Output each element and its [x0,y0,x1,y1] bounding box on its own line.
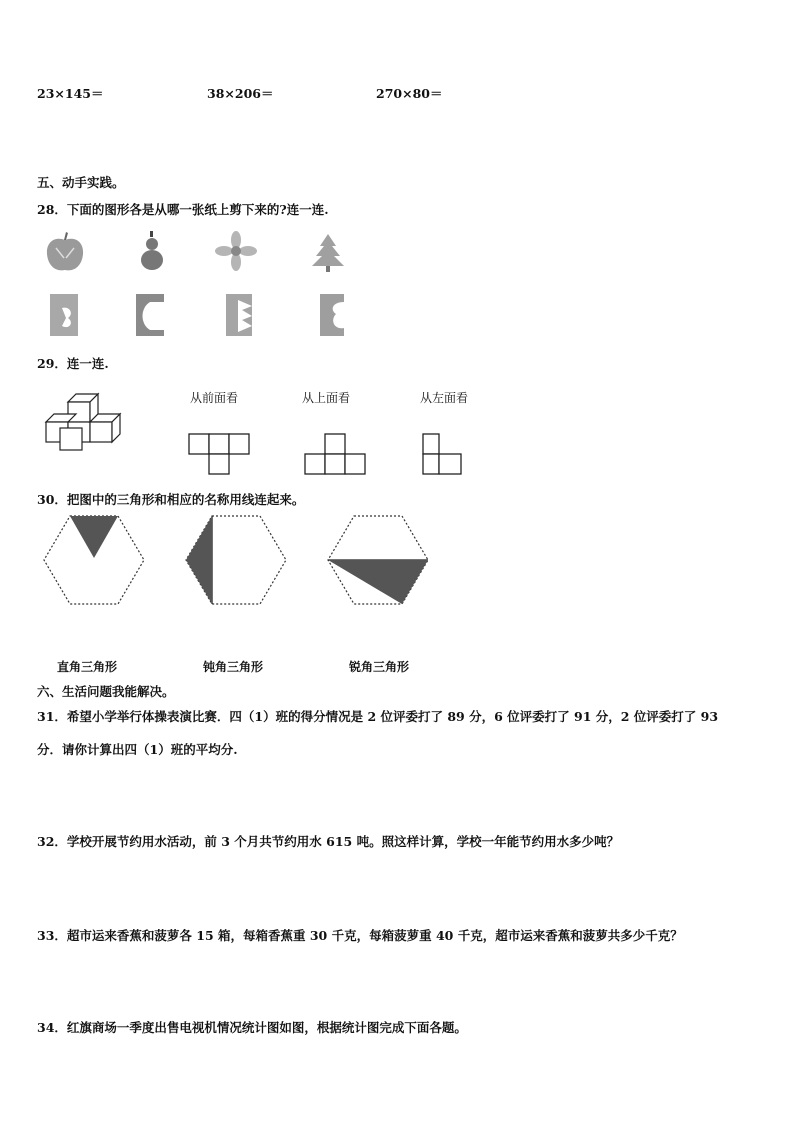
view-label-left: 从左面看 [420,391,469,405]
paper-piece-3 [226,294,252,336]
view-shapes [185,430,475,478]
question-text: 把图中的三角形和相应的名称用线连起来。 [66,492,305,507]
calc-item-3: 270×80＝ [376,86,443,101]
question-32 [37,832,619,850]
question-30 [37,490,304,508]
question-number: 29． [37,356,67,371]
triangle-name-obtuse: 钝角三角形 [203,660,264,674]
question-text-line1: 希望小学举行体操表演比赛．四（1）班的得分情况是 2 位评委打了 89 分，6 位评委打了 91 分，2 位评委打了 93 [66,709,719,724]
flower-icon [215,231,257,271]
gourd-icon [141,231,163,270]
question-text: 学校开展节约用水活动，前 3 个月共节约用水 615 吨。照这样计算，学校一年能节约用水多少吨？ [66,834,620,849]
question-text: 连一连. [66,356,109,371]
question-34 [37,1018,467,1036]
cube-stack-figure [42,388,138,454]
calc-item-2: 38×206＝ [207,86,274,101]
cutout-shapes [40,228,370,343]
question-number: 30． [37,492,67,507]
triangle-name-right: 直角三角形 [57,660,118,674]
view-label-top: 从上面看 [302,391,351,405]
question-number: 28． [37,202,67,217]
apple-icon [47,232,83,270]
question-29 [37,354,109,372]
question-number: 32． [37,834,67,849]
hexagon-figures [40,512,440,608]
view-label-front: 从前面看 [190,391,239,405]
tree-icon [312,234,344,272]
question-text: 超市运来香蕉和菠萝各 15 箱，每箱香蕉重 30 千克，每箱菠萝重 40 千克，超市运来香蕉和菠萝共多少千克？ [66,928,683,943]
triangle-name-acute: 锐角三角形 [349,660,410,674]
section-heading-6: 六、生活问题我能解决。 [37,684,175,699]
question-number: 34． [37,1020,67,1035]
calc-item-1: 23×145＝ [37,86,104,101]
question-number: 31． [37,709,67,724]
question-31-line2: 分．请你计算出四（1）班的平均分. [37,742,238,757]
question-33 [37,926,683,944]
question-number: 33． [37,928,67,943]
question-text: 红旗商场一季度出售电视机情况统计图如图，根据统计图完成下面各题。 [66,1020,467,1035]
question-31 [37,707,718,725]
paper-piece-4 [320,294,344,336]
paper-piece-2 [136,294,164,336]
question-28 [37,200,329,218]
paper-piece-1 [50,294,78,336]
section-heading-5: 五、动手实践。 [37,175,125,190]
question-text: 下面的图形各是从哪一张纸上剪下来的?连一连. [66,202,329,217]
